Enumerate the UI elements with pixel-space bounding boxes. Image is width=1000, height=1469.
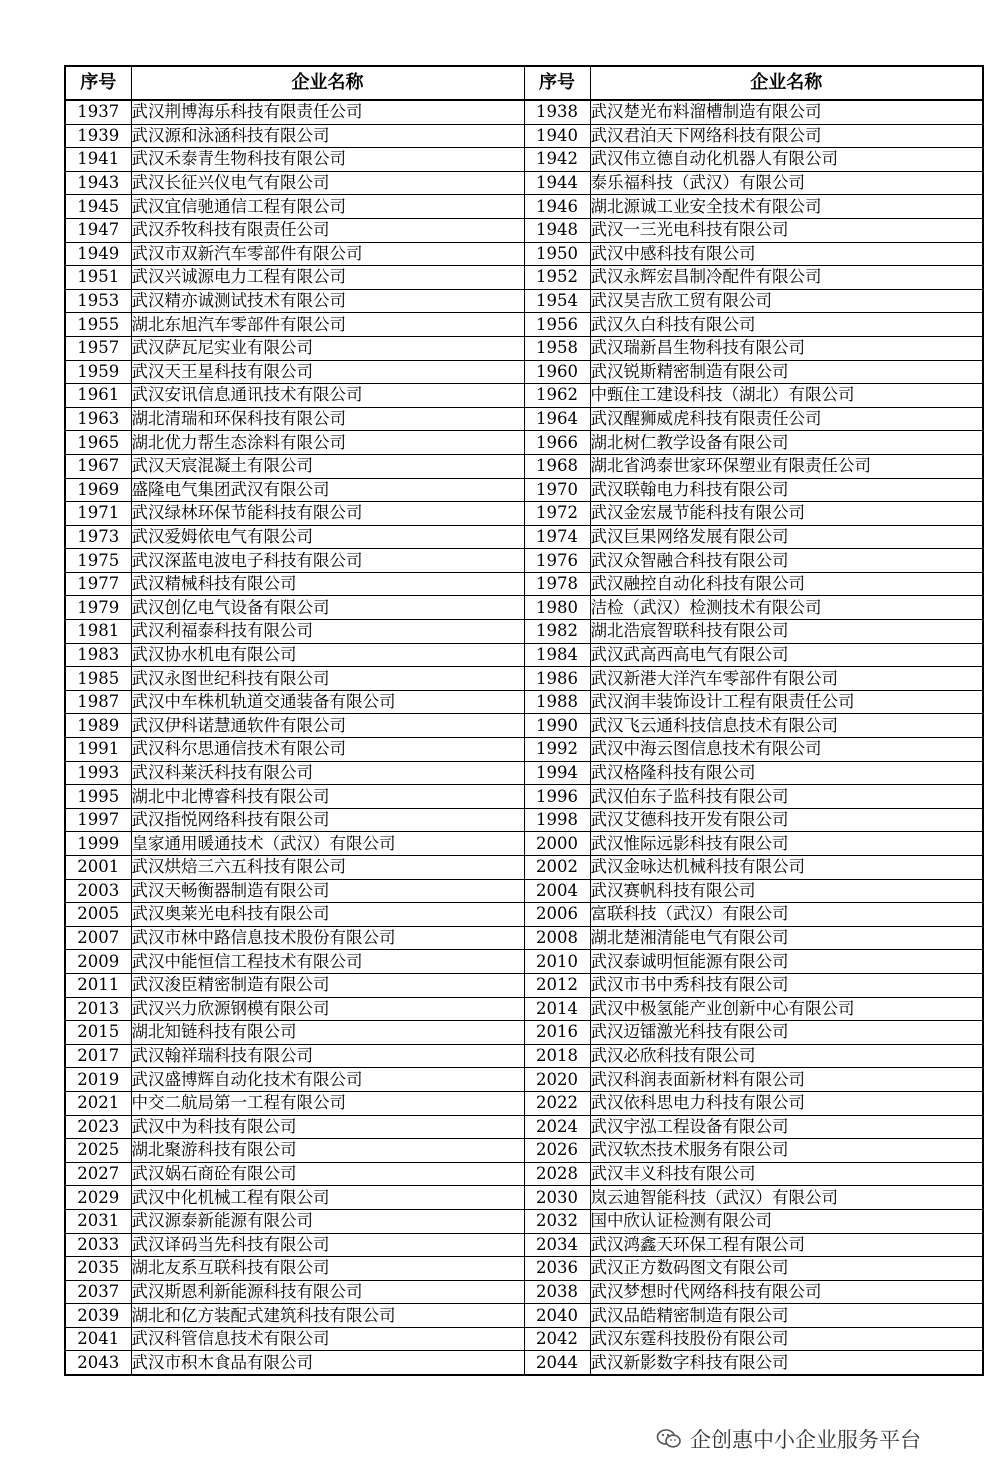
company-name-right: 武汉新影数字科技有限公司 <box>590 1351 983 1375</box>
company-name-left: 武汉禾泰青生物科技有限公司 <box>131 148 524 172</box>
row-number-right: 1968 <box>524 454 590 478</box>
table-row <box>65 903 983 927</box>
row-number-right: 1942 <box>524 148 590 172</box>
company-name-left: 武汉创亿电气设备有限公司 <box>131 596 524 620</box>
company-name-right: 湖北省鸿泰世家环保塑业有限责任公司 <box>590 454 983 478</box>
company-name-right: 武汉君泊天下网络科技有限公司 <box>590 124 983 148</box>
company-name-right: 泰乐福科技（武汉）有限公司 <box>590 171 983 195</box>
company-name-right: 富联科技（武汉）有限公司 <box>590 903 983 927</box>
row-number-left: 2013 <box>65 997 131 1021</box>
company-name-left: 武汉指悦网络科技有限公司 <box>131 808 524 832</box>
company-name-right: 武汉醒狮威虎科技有限责任公司 <box>590 407 983 431</box>
company-name-left: 武汉科管信息技术有限公司 <box>131 1327 524 1351</box>
company-name-left: 武汉绿林环保节能科技有限公司 <box>131 502 524 526</box>
row-number-left: 1961 <box>65 384 131 408</box>
table-row <box>65 643 983 667</box>
row-number-right: 1998 <box>524 808 590 832</box>
table-row <box>65 856 983 880</box>
row-number-left: 1947 <box>65 218 131 242</box>
company-name-right: 武汉格隆科技有限公司 <box>590 761 983 785</box>
row-number-right: 1990 <box>524 714 590 738</box>
row-number-right: 1994 <box>524 761 590 785</box>
company-name-right: 武汉一三光电科技有限公司 <box>590 218 983 242</box>
row-number-left: 1937 <box>65 100 131 124</box>
company-name-left: 盛隆电气集团武汉有限公司 <box>131 478 524 502</box>
company-name-right: 武汉金咏达机械科技有限公司 <box>590 856 983 880</box>
company-name-left: 武汉安讯信息通讯技术有限公司 <box>131 384 524 408</box>
row-number-left: 1977 <box>65 572 131 596</box>
row-number-right: 2026 <box>524 1139 590 1163</box>
table-row <box>65 572 983 596</box>
table-header <box>65 66 983 100</box>
row-number-right: 1984 <box>524 643 590 667</box>
row-number-left: 2011 <box>65 973 131 997</box>
table-row <box>65 266 983 290</box>
row-number-right: 2002 <box>524 856 590 880</box>
row-number-right: 1958 <box>524 336 590 360</box>
company-name-right: 湖北楚湘清能电气有限公司 <box>590 926 983 950</box>
row-number-right: 1986 <box>524 667 590 691</box>
row-number-left: 1973 <box>65 525 131 549</box>
company-name-right: 武汉锐斯精密制造有限公司 <box>590 360 983 384</box>
row-number-left: 1949 <box>65 242 131 266</box>
company-name-left: 武汉翰祥瑞科技有限公司 <box>131 1044 524 1068</box>
row-number-left: 2027 <box>65 1162 131 1186</box>
company-name-left: 武汉烘焙三六五科技有限公司 <box>131 856 524 880</box>
company-name-left: 武汉源泰新能源有限公司 <box>131 1209 524 1233</box>
company-name-left: 武汉盛博辉自动化技术有限公司 <box>131 1068 524 1092</box>
company-name-left: 武汉利福泰科技有限公司 <box>131 620 524 644</box>
table-row <box>65 761 983 785</box>
row-number-left: 1945 <box>65 195 131 219</box>
company-name-right: 武汉融控自动化科技有限公司 <box>590 572 983 596</box>
row-number-left: 2043 <box>65 1351 131 1375</box>
company-name-right: 武汉久白科技有限公司 <box>590 313 983 337</box>
header-number-left: 序号 <box>65 66 131 100</box>
row-number-left: 1969 <box>65 478 131 502</box>
table-row <box>65 785 983 809</box>
row-number-right: 2028 <box>524 1162 590 1186</box>
row-number-right: 2032 <box>524 1209 590 1233</box>
table-row <box>65 313 983 337</box>
company-name-left: 湖北清瑞和环保科技有限公司 <box>131 407 524 431</box>
company-name-right: 武汉科润表面新材料有限公司 <box>590 1068 983 1092</box>
table-row <box>65 714 983 738</box>
table-row <box>65 171 983 195</box>
company-name-right: 武汉新港大洋汽车零部件有限公司 <box>590 667 983 691</box>
header-company-name-right: 企业名称 <box>590 66 983 100</box>
row-number-left: 1993 <box>65 761 131 785</box>
row-number-right: 2036 <box>524 1257 590 1281</box>
company-name-left: 武汉协水机电有限公司 <box>131 643 524 667</box>
company-name-right: 武汉鸿鑫天环保工程有限公司 <box>590 1233 983 1257</box>
company-name-left: 武汉乔牧科技有限责任公司 <box>131 218 524 242</box>
company-name-left: 武汉爱姆依电气有限公司 <box>131 525 524 549</box>
company-name-left: 武汉精亦诚测试技术有限公司 <box>131 289 524 313</box>
row-number-left: 1953 <box>65 289 131 313</box>
row-number-left: 1995 <box>65 785 131 809</box>
row-number-right: 2006 <box>524 903 590 927</box>
table-row <box>65 738 983 762</box>
company-name-left: 武汉奥莱光电科技有限公司 <box>131 903 524 927</box>
row-number-left: 2021 <box>65 1091 131 1115</box>
row-number-right: 1970 <box>524 478 590 502</box>
row-number-left: 2017 <box>65 1044 131 1068</box>
table-row <box>65 218 983 242</box>
header-company-name-left: 企业名称 <box>131 66 524 100</box>
company-name-left: 武汉科莱沃科技有限公司 <box>131 761 524 785</box>
row-number-left: 1959 <box>65 360 131 384</box>
company-name-left: 武汉荆博海乐科技有限责任公司 <box>131 100 524 124</box>
header-row <box>65 66 983 100</box>
table-row <box>65 926 983 950</box>
row-number-right: 1952 <box>524 266 590 290</box>
row-number-right: 1976 <box>524 549 590 573</box>
table-body <box>65 100 983 1375</box>
table-row <box>65 525 983 549</box>
table-row <box>65 1209 983 1233</box>
row-number-right: 2010 <box>524 950 590 974</box>
company-name-left: 湖北中北博睿科技有限公司 <box>131 785 524 809</box>
table-row <box>65 667 983 691</box>
company-name-right: 中甄住工建设科技（湖北）有限公司 <box>590 384 983 408</box>
row-number-left: 1985 <box>65 667 131 691</box>
company-name-right: 武汉市书中秀科技有限公司 <box>590 973 983 997</box>
company-name-left: 湖北东旭汽车零部件有限公司 <box>131 313 524 337</box>
company-name-left: 武汉天畅衡器制造有限公司 <box>131 879 524 903</box>
table-row <box>65 148 983 172</box>
company-name-left: 武汉兴诚源电力工程有限公司 <box>131 266 524 290</box>
row-number-right: 1960 <box>524 360 590 384</box>
row-number-right: 2020 <box>524 1068 590 1092</box>
company-name-left: 武汉译码当先科技有限公司 <box>131 1233 524 1257</box>
row-number-left: 1967 <box>65 454 131 478</box>
table-row <box>65 690 983 714</box>
row-number-right: 2044 <box>524 1351 590 1375</box>
company-name-right: 武汉依科思电力科技有限公司 <box>590 1091 983 1115</box>
table-row <box>65 1162 983 1186</box>
row-number-right: 1964 <box>524 407 590 431</box>
row-number-right: 1972 <box>524 502 590 526</box>
row-number-right: 1966 <box>524 431 590 455</box>
table-row <box>65 1021 983 1045</box>
company-name-left: 中交二航局第一工程有限公司 <box>131 1091 524 1115</box>
company-name-left: 武汉精械科技有限公司 <box>131 572 524 596</box>
row-number-left: 1955 <box>65 313 131 337</box>
table-row <box>65 1257 983 1281</box>
row-number-right: 2000 <box>524 832 590 856</box>
company-name-right: 武汉惟际远影科技有限公司 <box>590 832 983 856</box>
row-number-right: 1962 <box>524 384 590 408</box>
company-name-right: 洁检（武汉）检测技术有限公司 <box>590 596 983 620</box>
table-row <box>65 1091 983 1115</box>
table-row <box>65 997 983 1021</box>
company-name-left: 武汉源和泳涵科技有限公司 <box>131 124 524 148</box>
row-number-right: 2018 <box>524 1044 590 1068</box>
company-name-left: 湖北优力帮生态涂料有限公司 <box>131 431 524 455</box>
company-name-left: 武汉天王星科技有限公司 <box>131 360 524 384</box>
row-number-right: 1996 <box>524 785 590 809</box>
table-row <box>65 100 983 124</box>
company-name-right: 武汉瑞新昌生物科技有限公司 <box>590 336 983 360</box>
row-number-right: 2024 <box>524 1115 590 1139</box>
row-number-left: 1997 <box>65 808 131 832</box>
row-number-right: 1940 <box>524 124 590 148</box>
company-name-right: 武汉润丰装饰设计工程有限责任公司 <box>590 690 983 714</box>
table-row <box>65 620 983 644</box>
table-row <box>65 1233 983 1257</box>
company-name-left: 武汉斯恩利新能源科技有限公司 <box>131 1280 524 1304</box>
watermark-text: 企创惠中小企业服务平台 <box>690 1428 921 1452</box>
company-list-table <box>64 65 984 1376</box>
row-number-right: 1938 <box>524 100 590 124</box>
row-number-left: 1989 <box>65 714 131 738</box>
row-number-right: 1950 <box>524 242 590 266</box>
company-name-left: 武汉天宸混凝土有限公司 <box>131 454 524 478</box>
row-number-right: 2004 <box>524 879 590 903</box>
row-number-right: 1944 <box>524 171 590 195</box>
company-name-right: 武汉中感科技有限公司 <box>590 242 983 266</box>
company-name-right: 湖北源诚工业安全技术有限公司 <box>590 195 983 219</box>
table-row <box>65 1115 983 1139</box>
table-row <box>65 289 983 313</box>
row-number-right: 1974 <box>524 525 590 549</box>
table-row <box>65 832 983 856</box>
row-number-right: 1980 <box>524 596 590 620</box>
company-name-right: 武汉中极氢能产业创新中心有限公司 <box>590 997 983 1021</box>
company-name-left: 武汉市林中路信息技术股份有限公司 <box>131 926 524 950</box>
row-number-left: 1963 <box>65 407 131 431</box>
table-row <box>65 195 983 219</box>
table-row <box>65 124 983 148</box>
row-number-right: 2042 <box>524 1327 590 1351</box>
company-name-right: 武汉金宏晟节能科技有限公司 <box>590 502 983 526</box>
row-number-left: 2033 <box>65 1233 131 1257</box>
table-row <box>65 1186 983 1210</box>
wechat-icon <box>656 1426 682 1452</box>
row-number-right: 1946 <box>524 195 590 219</box>
company-name-left: 武汉宜信驰通信工程有限公司 <box>131 195 524 219</box>
company-name-left: 武汉中为科技有限公司 <box>131 1115 524 1139</box>
row-number-right: 2034 <box>524 1233 590 1257</box>
company-name-right: 武汉联翰电力科技有限公司 <box>590 478 983 502</box>
company-name-left: 武汉萨瓦尼实业有限公司 <box>131 336 524 360</box>
table-row <box>65 879 983 903</box>
row-number-left: 1965 <box>65 431 131 455</box>
company-name-left: 武汉中能恒信工程技术有限公司 <box>131 950 524 974</box>
company-name-right: 武汉伯东子监科技有限公司 <box>590 785 983 809</box>
table-row <box>65 1327 983 1351</box>
table-row <box>65 478 983 502</box>
company-name-right: 武汉宇泓工程设备有限公司 <box>590 1115 983 1139</box>
company-name-left: 武汉伊科诺慧通软件有限公司 <box>131 714 524 738</box>
row-number-left: 2009 <box>65 950 131 974</box>
row-number-right: 2016 <box>524 1021 590 1045</box>
row-number-left: 2019 <box>65 1068 131 1092</box>
wechat-account-watermark <box>656 1422 976 1456</box>
row-number-right: 1978 <box>524 572 590 596</box>
row-number-left: 2025 <box>65 1139 131 1163</box>
company-name-right: 武汉丰义科技有限公司 <box>590 1162 983 1186</box>
company-name-right: 武汉永辉宏昌制冷配件有限公司 <box>590 266 983 290</box>
table-row <box>65 1280 983 1304</box>
row-number-left: 1999 <box>65 832 131 856</box>
header-number-right: 序号 <box>524 66 590 100</box>
row-number-left: 1983 <box>65 643 131 667</box>
row-number-right: 1954 <box>524 289 590 313</box>
row-number-right: 2030 <box>524 1186 590 1210</box>
row-number-right: 1992 <box>524 738 590 762</box>
company-name-left: 湖北友系互联科技有限公司 <box>131 1257 524 1281</box>
row-number-right: 2022 <box>524 1091 590 1115</box>
table-row <box>65 950 983 974</box>
row-number-left: 2015 <box>65 1021 131 1045</box>
row-number-left: 2039 <box>65 1304 131 1328</box>
table-row <box>65 1044 983 1068</box>
company-name-right: 武汉迈镭激光科技有限公司 <box>590 1021 983 1045</box>
row-number-left: 2003 <box>65 879 131 903</box>
company-name-left: 皇家通用暖通技术（武汉）有限公司 <box>131 832 524 856</box>
company-name-left: 武汉中化机械工程有限公司 <box>131 1186 524 1210</box>
company-name-right: 武汉飞云通科技信息技术有限公司 <box>590 714 983 738</box>
company-name-right: 武汉中海云图信息技术有限公司 <box>590 738 983 762</box>
company-name-left: 武汉永图世纪科技有限公司 <box>131 667 524 691</box>
row-number-left: 1939 <box>65 124 131 148</box>
table-row <box>65 384 983 408</box>
company-name-right: 武汉泰诚明恒能源有限公司 <box>590 950 983 974</box>
table-row <box>65 549 983 573</box>
company-name-right: 武汉东霆科技股份有限公司 <box>590 1327 983 1351</box>
row-number-left: 1991 <box>65 738 131 762</box>
company-name-right: 国中欣认证检测有限公司 <box>590 1209 983 1233</box>
company-name-right: 武汉软杰技术服务有限公司 <box>590 1139 983 1163</box>
company-name-left: 武汉长征兴仪电气有限公司 <box>131 171 524 195</box>
company-name-left: 武汉兴力欣源钢模有限公司 <box>131 997 524 1021</box>
row-number-left: 2029 <box>65 1186 131 1210</box>
company-name-left: 武汉娲石商砼有限公司 <box>131 1162 524 1186</box>
company-name-right: 武汉赛帆科技有限公司 <box>590 879 983 903</box>
row-number-left: 1979 <box>65 596 131 620</box>
row-number-left: 1981 <box>65 620 131 644</box>
company-name-right: 岚云迪智能科技（武汉）有限公司 <box>590 1186 983 1210</box>
table-row <box>65 1139 983 1163</box>
company-name-left: 湖北和亿方装配式建筑科技有限公司 <box>131 1304 524 1328</box>
row-number-left: 1943 <box>65 171 131 195</box>
table-row <box>65 454 983 478</box>
row-number-right: 2038 <box>524 1280 590 1304</box>
row-number-left: 1951 <box>65 266 131 290</box>
table-row <box>65 808 983 832</box>
company-name-left: 武汉科尔思通信技术有限公司 <box>131 738 524 762</box>
company-name-right: 武汉梦想时代网络科技有限公司 <box>590 1280 983 1304</box>
company-name-left: 武汉市积木食品有限公司 <box>131 1351 524 1375</box>
table-row <box>65 1351 983 1375</box>
table-row <box>65 407 983 431</box>
company-name-right: 武汉伟立德自动化机器人有限公司 <box>590 148 983 172</box>
table-row <box>65 336 983 360</box>
row-number-right: 2040 <box>524 1304 590 1328</box>
company-name-left: 武汉浚臣精密制造有限公司 <box>131 973 524 997</box>
row-number-left: 2031 <box>65 1209 131 1233</box>
row-number-right: 1982 <box>524 620 590 644</box>
row-number-right: 2014 <box>524 997 590 1021</box>
company-name-right: 武汉艾德科技开发有限公司 <box>590 808 983 832</box>
company-name-right: 武汉楚光布料溜槽制造有限公司 <box>590 100 983 124</box>
table-row <box>65 431 983 455</box>
company-name-right: 武汉武高西高电气有限公司 <box>590 643 983 667</box>
company-name-right: 武汉巨果网络发展有限公司 <box>590 525 983 549</box>
row-number-right: 2012 <box>524 973 590 997</box>
company-name-right: 武汉正方数码图文有限公司 <box>590 1257 983 1281</box>
company-name-right: 武汉昊吉欣工贸有限公司 <box>590 289 983 313</box>
company-name-left: 武汉市双新汽车零部件有限公司 <box>131 242 524 266</box>
row-number-right: 2008 <box>524 926 590 950</box>
table-row <box>65 1304 983 1328</box>
row-number-left: 2041 <box>65 1327 131 1351</box>
row-number-right: 1988 <box>524 690 590 714</box>
row-number-right: 1956 <box>524 313 590 337</box>
row-number-left: 1941 <box>65 148 131 172</box>
table-row <box>65 596 983 620</box>
company-name-right: 武汉品皓精密制造有限公司 <box>590 1304 983 1328</box>
company-name-right: 湖北树仁教学设备有限公司 <box>590 431 983 455</box>
company-name-right: 武汉众智融合科技有限公司 <box>590 549 983 573</box>
row-number-left: 1975 <box>65 549 131 573</box>
table-row <box>65 1068 983 1092</box>
table-row <box>65 973 983 997</box>
company-name-left: 武汉深蓝电波电子科技有限公司 <box>131 549 524 573</box>
company-name-left: 湖北知链科技有限公司 <box>131 1021 524 1045</box>
row-number-left: 1957 <box>65 336 131 360</box>
row-number-left: 2035 <box>65 1257 131 1281</box>
row-number-left: 2023 <box>65 1115 131 1139</box>
company-name-left: 湖北聚游科技有限公司 <box>131 1139 524 1163</box>
table-row <box>65 502 983 526</box>
row-number-left: 2037 <box>65 1280 131 1304</box>
table-row <box>65 242 983 266</box>
row-number-right: 1948 <box>524 218 590 242</box>
row-number-left: 2001 <box>65 856 131 880</box>
company-name-right: 湖北浩宸智联科技有限公司 <box>590 620 983 644</box>
row-number-left: 1971 <box>65 502 131 526</box>
company-name-left: 武汉中车株机轨道交通装备有限公司 <box>131 690 524 714</box>
table-row <box>65 360 983 384</box>
row-number-left: 2007 <box>65 926 131 950</box>
company-name-right: 武汉必欣科技有限公司 <box>590 1044 983 1068</box>
row-number-left: 2005 <box>65 903 131 927</box>
row-number-left: 1987 <box>65 690 131 714</box>
